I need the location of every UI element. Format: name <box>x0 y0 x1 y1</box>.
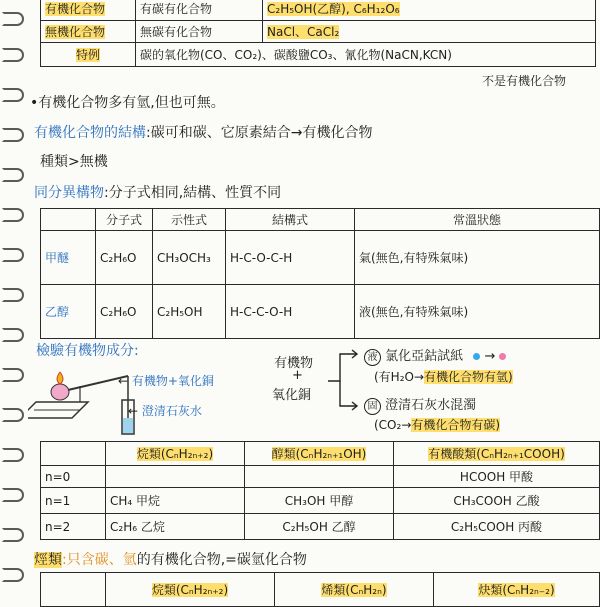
structure-title: 有機化合物的結構 <box>34 125 146 141</box>
n-cell: n=1 <box>41 488 106 514</box>
header-cell <box>41 573 106 607</box>
header-cell: 醇類(CₙH₂ₙ₊₁OH) <box>245 442 394 466</box>
header-cell: 烯類(CₙH₂ₙ) <box>275 573 434 607</box>
branch-arrows <box>326 348 366 414</box>
alkane-cell: CH₄ 甲烷 <box>106 488 245 514</box>
alcohol-cell: C₂H₅OH 乙醇 <box>245 514 394 540</box>
reactant-organic: 有機物 <box>274 356 314 371</box>
header-cell: 結構式 <box>226 209 355 231</box>
table-row <box>41 488 600 514</box>
header-cell: 烷類(CₙH₂ₙ₊₂) <box>106 442 245 466</box>
isomer-formula: C₂H₆O <box>96 231 153 285</box>
special-desc: 碳的氧化物(CO、CO₂)、碳酸鹽CO₃、氰化物(NaCN,KCN) <box>136 43 596 67</box>
blue-dot-icon <box>473 353 480 360</box>
hydrocarbon-label: 烴類 <box>34 552 62 568</box>
inorganic-label: 無機化合物 <box>41 21 136 43</box>
table-row <box>41 209 600 231</box>
inorganic-desc: 無碳有化合物 <box>136 21 263 43</box>
hydrocarbon-table <box>40 572 600 607</box>
acid-cell: CH₃COOH 乙酸 <box>394 488 600 514</box>
table-row <box>41 21 596 43</box>
header-cell: 常溫狀態 <box>355 209 600 231</box>
organic-example: C₂H₅OH(乙醇), C₆H₁₂O₆ <box>263 0 596 21</box>
alcohol-cell: CH₃OH 甲醇 <box>245 488 394 514</box>
reactant-cuo: 氧化銅 <box>272 388 312 403</box>
table-row <box>41 231 600 285</box>
isomer-formula: C₂H₆O <box>96 285 153 339</box>
isomer-state: 液(無色,有特殊氣味) <box>355 285 600 339</box>
alkane-cell <box>106 466 245 488</box>
n-cell: n=0 <box>41 466 106 488</box>
header-cell: 分子式 <box>96 209 153 231</box>
table-row <box>41 442 600 466</box>
table-row <box>41 514 600 540</box>
branch2-label: 澄清石灰水混濁 <box>385 398 477 413</box>
alkane-cell: C₂H₆ 乙烷 <box>106 514 245 540</box>
branch1-label: 氯化亞鈷試紙 <box>385 349 464 364</box>
not-organic-note: 不是有機化合物 <box>482 74 567 88</box>
isomer-name: 甲醚 <box>41 231 96 285</box>
isomer-heading <box>34 182 281 202</box>
isomer-state: 氣(無色,有特殊氣味) <box>355 231 600 285</box>
structure-line-2: 種類>無機 <box>40 154 108 170</box>
organic-desc: 有碳有化合物 <box>136 0 263 21</box>
branch1-note: (有H₂O→有機化合物有氫) <box>374 370 513 384</box>
isomer-desc: :分子式相同,結構、性質不同 <box>104 185 282 201</box>
special-label: 特例 <box>41 43 136 67</box>
branch-solid <box>364 394 476 415</box>
inorganic-example: NaCl、CaCl₂ <box>263 21 596 43</box>
series-table <box>40 441 600 540</box>
isomer-structural: H-C-C-O-H <box>226 285 355 339</box>
pink-dot-icon <box>499 353 506 360</box>
organic-label: 有機化合物 <box>41 0 136 21</box>
plus-sign: + <box>292 368 303 383</box>
hydrocarbon-highlight: :只含碳、氫 <box>62 552 137 568</box>
table-row <box>41 466 600 488</box>
isomer-name: 乙醇 <box>41 285 96 339</box>
header-cell <box>41 209 96 231</box>
table-row <box>41 285 600 339</box>
branch-liquid <box>364 345 506 366</box>
liquid-mark: 液 <box>364 349 381 366</box>
arrow-icon: → <box>484 349 496 364</box>
table-row <box>41 0 596 21</box>
isomer-structural: H-C-O-C-H <box>226 231 355 285</box>
bullet-note: •有機化合物多有氫,但也可無。 <box>30 95 225 111</box>
structure-text: :碳可和碳、它原素結合→有機化合物 <box>146 125 373 141</box>
header-cell: 烷類(CₙH₂ₙ₊₂) <box>106 573 275 607</box>
header-cell: 示性式 <box>153 209 226 231</box>
apparatus-label-1: ← 有機物+氧化銅 <box>118 374 214 388</box>
acid-cell: C₂H₅COOH 丙酸 <box>394 514 600 540</box>
header-cell: 有機酸類(CₙH₂ₙ₊₁COOH) <box>394 442 600 466</box>
isomer-table <box>40 208 600 339</box>
table-row <box>41 573 600 607</box>
solid-mark: 固 <box>364 398 381 415</box>
header-cell: 炔類(CₙH₂ₙ₋₂) <box>434 573 600 607</box>
isomer-title: 同分異構物 <box>34 185 104 201</box>
structure-line <box>34 122 372 142</box>
test-title: 檢驗有機物成分: <box>36 343 139 359</box>
hydrocarbon-line <box>34 549 307 569</box>
n-cell: n=2 <box>41 514 106 540</box>
alcohol-cell <box>245 466 394 488</box>
isomer-condensed: C₂H₅OH <box>153 285 226 339</box>
header-cell <box>41 442 106 466</box>
isomer-condensed: CH₃OCH₃ <box>153 231 226 285</box>
branch2-note: (CO₂→有機化合物有碳) <box>374 418 501 432</box>
compound-table <box>40 0 596 67</box>
apparatus-label-2: ← 澄清石灰水 <box>128 404 202 418</box>
acid-cell: HCOOH 甲酸 <box>394 466 600 488</box>
hydrocarbon-rest: 的有機化合物,=碳氫化合物 <box>136 552 307 568</box>
table-row <box>41 43 596 67</box>
